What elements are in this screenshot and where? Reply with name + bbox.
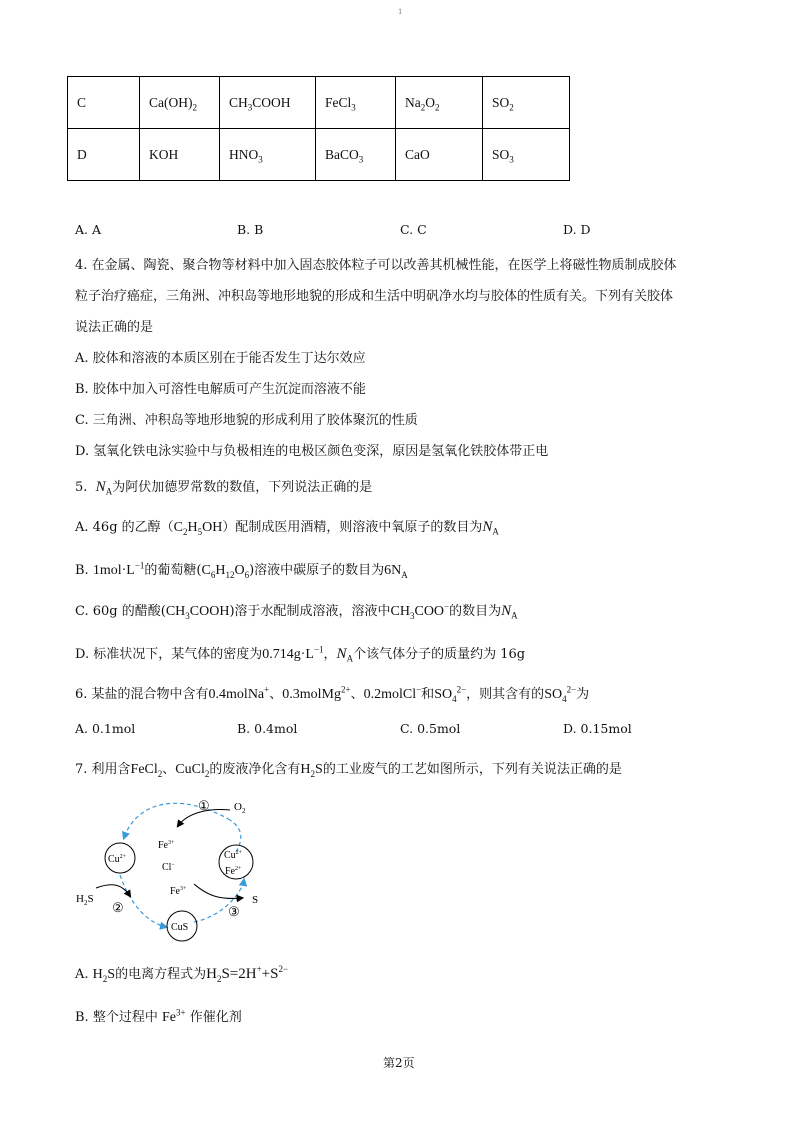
h2s-arrow	[96, 885, 130, 896]
q6-option-d[interactable]: D. 0.15mol	[563, 721, 632, 736]
page-top-mark: 1	[398, 8, 403, 16]
q4-stem-line1: 4. 在金属、陶瓷、聚合物等材料中加入固态胶体粒子可以改善其机械性能，在医学上将磁性物质制成胶体	[75, 258, 677, 273]
q4-stem-line2: 粒子治疗癌症，三角洲、冲积岛等地形地貌的形成和生活中明矾净水均与胶体的性质有关。下列有关胶体	[75, 289, 674, 304]
cycle-arc-top	[124, 803, 230, 838]
q3-option-d[interactable]: D. D	[563, 222, 591, 237]
table-cell: BaCO$_3$	[316, 129, 396, 181]
row-label: D	[68, 129, 140, 181]
q5-stem: 5. $N_A$为阿伏加德罗常数的数值，下列说法正确的是	[75, 479, 373, 497]
step-1-label: ①	[198, 798, 210, 813]
table-cell: $Ca(OH)_2$	[140, 77, 220, 129]
table-cell: FeCl$_3$	[316, 77, 396, 129]
q4-option-d[interactable]: D. 氢氧化铁电泳实验中与负极相连的电极区颜色变深，原因是氢氧化铁胶体带正电	[75, 444, 549, 459]
q4-stem-line3: 说法正确的是	[75, 320, 154, 335]
q5-option-b[interactable]: B. $1mol\cdot L^{-1}$的葡萄糖$(C_6H_{12}O_6)$溶液中碳原子的数目为$6N_A$	[75, 560, 408, 580]
q4-option-c[interactable]: C. 三角洲、冲积岛等地形地貌的形成利用了胶体聚沉的性质	[75, 413, 418, 428]
row-label: C	[68, 77, 140, 129]
cu-ion-label: $Cu^{2+}$	[108, 854, 127, 865]
table-cell: $HNO_3$	[220, 129, 316, 181]
o2-label: $O_2$	[234, 801, 246, 815]
s-arrow	[194, 884, 242, 898]
table-cell: $CH_3COOH$	[220, 77, 316, 129]
step-3-label: ③	[228, 904, 240, 919]
fe3-ion-label-2: $Fe^{3+}$	[170, 886, 187, 897]
step-2-label: ②	[112, 900, 124, 915]
reaction-cycle-diagram	[72, 792, 272, 948]
q5-option-d[interactable]: D. 标准状况下，某气体的密度为$0.714g\cdot L^{-1}$，$N_A$个该气体分子的质量约为 16g	[75, 644, 526, 664]
fe2-ion-label: $Fe^{2+}$	[225, 866, 242, 877]
cu-ion-label-2: $Cu^{2+}$	[224, 850, 243, 861]
table-cell: KOH	[140, 129, 220, 181]
table-cell: $SO_2$	[483, 77, 570, 129]
q7-option-a[interactable]: A. $H_2S$的电离方程式为$H_2S=2H^++S^{2-}$	[75, 964, 289, 984]
q3-option-c[interactable]: C. C	[400, 222, 427, 237]
q5-option-c[interactable]: C. 60g 的醋酸$(CH_3COOH)$溶于水配制成溶液，溶液中$CH_3COO^-$的数目为$N_A$	[75, 601, 518, 621]
q5-option-a[interactable]: A. 46g 的乙醇$(C_2H_5OH)$配制成医用酒精，则溶液中氧原子的数目为$N_A$	[75, 519, 499, 537]
q4-option-a[interactable]: A. 胶体和溶液的本质区别在于能否发生丁达尔效应	[75, 351, 366, 366]
q6-stem: 6. 某盐的混合物中含有0.4molNa+、0.3molMg$^{2+}$、0.2molCl−和$SO_4^{2-}$，则其含有的$SO_4^{2-}$为	[75, 684, 590, 704]
table-cell: $Na_2O_2$	[396, 77, 483, 129]
table-row-d	[68, 129, 570, 181]
cycle-arc-top-right	[230, 820, 241, 852]
q7-option-b[interactable]: B. 整个过程中 $Fe^{3+}$ 作催化剂	[75, 1007, 242, 1025]
cl-ion-label: Cl−	[162, 862, 175, 873]
table-cell: CaO	[396, 129, 483, 181]
h2s-label: $H_2S$	[76, 893, 94, 907]
cycle-arc-left	[120, 875, 166, 927]
table-cell: $SO_3$	[483, 129, 570, 181]
q6-option-a[interactable]: A. 0.1mol	[75, 721, 136, 736]
s-label: S	[252, 894, 259, 906]
table-row-c	[68, 77, 570, 129]
q3-option-b[interactable]: B. B	[237, 222, 264, 237]
q6-option-c[interactable]: C. 0.5mol	[400, 721, 461, 736]
fe3-ion-label: $Fe^{3+}$	[158, 840, 175, 851]
page-footer: 第2页	[383, 1056, 415, 1070]
compound-table	[67, 76, 570, 181]
q7-stem: 7. 利用含FeCl$_2$、CuCl$_2$的废液净化含有$H_2S$的工业废气的工艺如图所示，下列有关说法正确的是	[75, 762, 622, 779]
q3-option-a[interactable]: A. A	[75, 222, 102, 237]
cus-label: CuS	[171, 922, 189, 933]
q4-option-b[interactable]: B. 胶体中加入可溶性电解质可产生沉淀而溶液不能	[75, 382, 366, 397]
q6-option-b[interactable]: B. 0.4mol	[237, 721, 298, 736]
